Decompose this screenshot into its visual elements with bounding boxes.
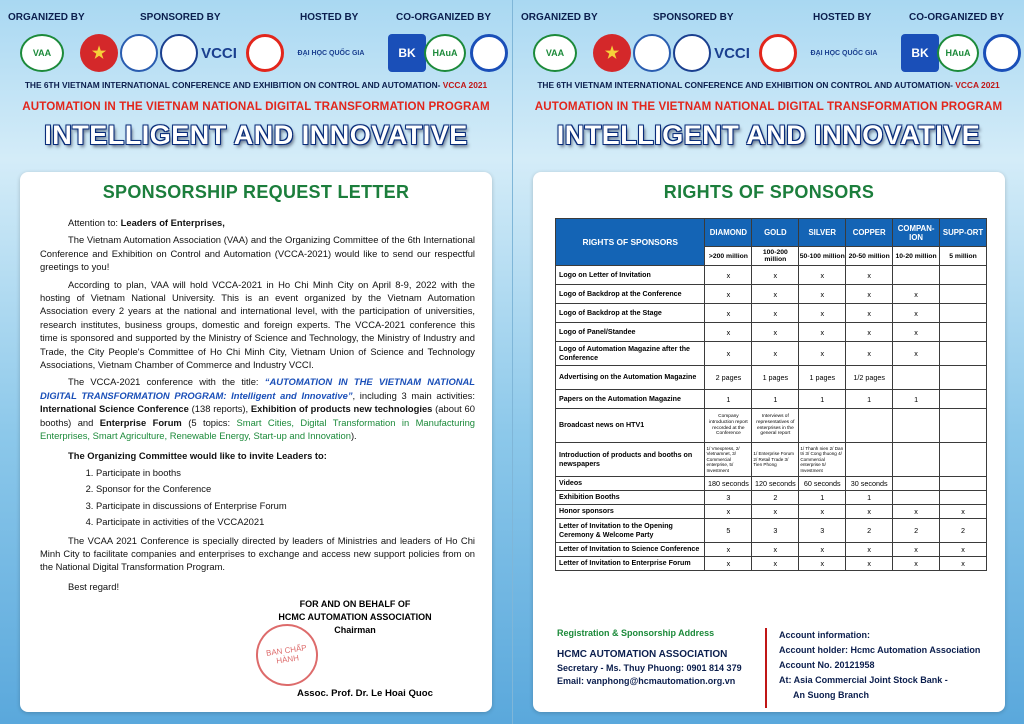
row-label: Broadcast news on HTV1 (556, 409, 705, 443)
rights-title: RIGHTS OF SPONSORS (663, 182, 875, 202)
table-cell (940, 491, 987, 505)
table-row (556, 409, 987, 443)
tier-diamond: DIAMOND (705, 219, 752, 247)
industry-ministry-logo (673, 34, 711, 72)
table-cell: x (846, 557, 893, 571)
account-block (765, 628, 995, 703)
table-cell: x (940, 543, 987, 557)
table-row (556, 505, 987, 519)
table-cell: x (705, 342, 752, 366)
hosted-by-label: HOSTED BY (300, 12, 359, 23)
ministry-emblem-logo: ★ (593, 34, 631, 72)
table-cell: 1 (846, 390, 893, 409)
slogan-title: INTELLIGENT AND INNOVATIVE (556, 120, 981, 150)
table-cell (893, 366, 940, 390)
tier-amount: 50-100 million (799, 247, 846, 266)
table-cell: 2 (846, 519, 893, 543)
table-cell: x (705, 557, 752, 571)
table-cell: x (846, 505, 893, 519)
table-row (556, 557, 987, 571)
table-cell (940, 366, 987, 390)
table-cell: x (752, 342, 799, 366)
table-cell: 120 seconds (752, 477, 799, 491)
table-row (556, 443, 987, 477)
rights-card (533, 172, 1005, 712)
hauA-logo: HAuA (424, 34, 466, 72)
list-item: 2. Sponsor for the Conference (96, 482, 475, 495)
table-cell (940, 304, 987, 323)
organizers-header (0, 12, 512, 72)
sponsored-by-label: SPONSORED BY (653, 12, 734, 23)
row-label: Honor sponsors (556, 505, 705, 519)
list-item: 1. Participate in booths (96, 466, 475, 479)
vnu-logo: ĐẠI HỌC QUỐC GIA (810, 49, 878, 57)
university-logo (983, 34, 1021, 72)
attention-line: Attention to: Leaders of Enterprises, (68, 217, 225, 228)
table-cell (893, 266, 940, 285)
table-cell: 2 (893, 519, 940, 543)
table-cell (940, 323, 987, 342)
table-row (556, 342, 987, 366)
hauA-logo: HAuA (937, 34, 979, 72)
account-number: Account No. 20121958 (779, 660, 875, 670)
account-divider (765, 628, 767, 708)
table-cell: 2 (752, 491, 799, 505)
vcci-logo: VCCI (201, 44, 237, 62)
table-cell: x (893, 323, 940, 342)
table-row (556, 304, 987, 323)
rights-table (555, 218, 987, 571)
table-cell (940, 266, 987, 285)
tier-amount: 100-200 million (752, 247, 799, 266)
row-label: Logo of Automation Magazine after the Conference (556, 342, 705, 366)
table-cell: x (752, 285, 799, 304)
table-cell: 1 (799, 491, 846, 505)
table-row (556, 323, 987, 342)
table-cell: x (799, 543, 846, 557)
table-cell: 60 seconds (799, 477, 846, 491)
table-cell: x (752, 266, 799, 285)
table-cell (893, 443, 940, 477)
tier-support: SUPP-ORT (940, 219, 987, 247)
table-row (556, 266, 987, 285)
table-cell: x (940, 505, 987, 519)
row-label: Letter of Invitation to the Opening Ceremony & Welcome Party (556, 519, 705, 543)
table-cell: x (893, 557, 940, 571)
slogan-title: INTELLIGENT AND INNOVATIVE (44, 120, 468, 150)
registration-email: Email: vanphong@hcmautomation.org.vn (557, 676, 736, 687)
tier-amount: 10-20 million (893, 247, 940, 266)
table-cell: x (705, 543, 752, 557)
table-cell: 5 (705, 519, 752, 543)
table-cell (940, 285, 987, 304)
table-cell (940, 390, 987, 409)
account-holder: Account holder: Hcmc Automation Association (779, 645, 981, 655)
table-cell: x (893, 342, 940, 366)
table-cell: x (893, 304, 940, 323)
table-cell: Interviews of representatives of enterprises in the general report (752, 409, 799, 443)
registration-org: HCMC AUTOMATION ASSOCIATION (557, 649, 728, 660)
table-cell: x (799, 304, 846, 323)
table-cell (846, 443, 893, 477)
table-cell: 1/ Enterprise Forum 2/ Retail Trade 3/ Tien Phong (752, 443, 799, 477)
table-cell: 2 pages (705, 366, 752, 390)
table-cell: 1/ Thanh nien 2/ Dan tri 3/ Cong thuong 4/ Commercial enterprise 5/ Investment (799, 443, 846, 477)
table-header: RIGHTS OF SPONSORS (556, 219, 705, 266)
table-row (556, 477, 987, 491)
registration-heading: Registration & Sponsorship Address (557, 628, 715, 638)
tier-copper: COPPER (846, 219, 893, 247)
closing-line: Best regard! (68, 580, 120, 592)
paragraph-4: The VCAA 2021 Conference is specially directed by leaders of Ministries and leaders of Ho Chi Minh City to facilitate companies and enterprises to exchange and access new support policies from on the National Digital Transformation Program. (40, 534, 475, 573)
table-cell: x (893, 505, 940, 519)
table-cell: x (752, 557, 799, 571)
registration-secretary: Secretary - Ms. Thuy Phuong: 0901 814 379 (557, 662, 742, 673)
conference-line: THE 6TH VIETNAM INTERNATIONAL CONFERENCE AND EXHIBITION ON CONTROL AND AUTOMATION- VCCA 2021 (537, 80, 1000, 90)
table-cell: 3 (752, 519, 799, 543)
table-cell: x (799, 342, 846, 366)
science-union-logo (246, 34, 284, 72)
table-cell: 3 (799, 519, 846, 543)
organizers-header (513, 12, 1024, 72)
conference-line: THE 6TH VIETNAM INTERNATIONAL CONFERENCE AND EXHIBITION ON CONTROL AND AUTOMATION- VCCA 2021 (24, 80, 488, 90)
table-cell (893, 409, 940, 443)
letter-title: SPONSORSHIP REQUEST LETTER (102, 182, 410, 202)
table-cell: x (752, 304, 799, 323)
table-cell: x (846, 304, 893, 323)
table-cell: x (940, 557, 987, 571)
list-item: 4. Participate in activities of the VCCA2021 (96, 515, 475, 528)
table-row (556, 491, 987, 505)
rights-panel (512, 0, 1024, 724)
row-label: Letter of Invitation to Enterprise Forum (556, 557, 705, 571)
vaa-logo: VAA (20, 34, 64, 72)
table-cell: x (846, 342, 893, 366)
table-cell: x (752, 323, 799, 342)
table-cell (893, 491, 940, 505)
registration-block (557, 628, 762, 689)
table-cell: x (705, 266, 752, 285)
table-cell: x (893, 285, 940, 304)
organized-by-label: ORGANIZED BY (521, 12, 598, 23)
program-title: AUTOMATION IN THE VIETNAM NATIONAL DIGITAL TRANSFORMATION PROGRAM (534, 100, 1003, 113)
signature-block: FOR AND ON BEHALF OF HCMC AUTOMATION ASSOCIATION Chairman (278, 599, 432, 635)
invite-line: The Organizing Committee would like to invite Leaders to: (68, 449, 327, 461)
account-branch: An Suong Branch (793, 690, 869, 700)
table-cell: x (752, 505, 799, 519)
tier-gold: GOLD (752, 219, 799, 247)
table-cell: 1 pages (752, 366, 799, 390)
university-logo (470, 34, 508, 72)
table-cell (940, 342, 987, 366)
hosted-by-label: HOSTED BY (813, 12, 872, 23)
vcci-logo: VCCI (714, 44, 750, 62)
table-cell: 1 (799, 390, 846, 409)
row-label: Logo of Backdrop at the Conference (556, 285, 705, 304)
table-cell: x (799, 557, 846, 571)
table-cell: 30 seconds (846, 477, 893, 491)
account-heading: Account information: (779, 630, 870, 640)
letter-card (20, 172, 492, 712)
table-cell: 1 (893, 390, 940, 409)
ministry-emblem-logo: ★ (80, 34, 118, 72)
rights-table-body (556, 266, 987, 571)
row-label: Advertising on the Automation Magazine (556, 366, 705, 390)
table-row (556, 390, 987, 409)
table-cell (940, 409, 987, 443)
tier-amount: 20-50 million (846, 247, 893, 266)
row-label: Logo of Backdrop at the Stage (556, 304, 705, 323)
table-cell: x (846, 323, 893, 342)
bk-logo: BK (388, 34, 426, 72)
paragraph-1: The Vietnam Automation Association (VAA) and the Organizing Committee of the 6th International Conference and Exhibition on Control and Automation (VCCA-2021) would like to send our respectful greetings to you! (40, 234, 475, 273)
co-organized-by-label: CO-ORGANIZED BY (396, 12, 491, 23)
table-cell (799, 409, 846, 443)
table-cell: x (799, 505, 846, 519)
industry-ministry-logo (160, 34, 198, 72)
table-cell: 1 pages (799, 366, 846, 390)
tier-silver: SILVER (799, 219, 846, 247)
table-cell: 1/2 pages (846, 366, 893, 390)
table-cell: x (846, 543, 893, 557)
table-cell: x (846, 266, 893, 285)
table-cell: x (705, 505, 752, 519)
table-cell: x (705, 323, 752, 342)
row-label: Papers on the Automation Magazine (556, 390, 705, 409)
organized-by-label: ORGANIZED BY (8, 12, 85, 23)
table-row (556, 285, 987, 304)
co-organized-by-label: CO-ORGANIZED BY (909, 12, 1004, 23)
row-label: Introduction of products and booths on newspapers (556, 443, 705, 477)
row-label: Logo on Letter of Invitation (556, 266, 705, 285)
letter-body (40, 216, 475, 597)
tier-amount: >200 million (705, 247, 752, 266)
table-cell: x (893, 543, 940, 557)
sponsored-by-label: SPONSORED BY (140, 12, 221, 23)
row-label: Logo of Panel/Standee (556, 323, 705, 342)
paragraph-2: According to plan, VAA will hold VCCA-2021 in Ho Chi Minh City on April 8-9, 2022 with the hosting of Vietnam National University. This is an event organized by the Vietnam Automation Association every 2 years at the national and international level, with the participation of universities, research institutes, business groups, domestic and foreign experts. The VCCA-2021 conference this time is sponsored and supported by the Ministry of Science and Technology, the Ministry of Industry and Trade, the City People's Committee of Ho Chi Minh City, Vietnam Union of Science and Technology Associations, Vietnam Chamber of Commerce and Industry VCCI. (40, 278, 475, 371)
table-cell (940, 477, 987, 491)
table-cell: 1 (846, 491, 893, 505)
table-cell: 2 (940, 519, 987, 543)
red-seal-stamp: BAN CHẤP HÀNH (252, 620, 322, 690)
table-cell: 1 (752, 390, 799, 409)
table-cell: x (799, 285, 846, 304)
table-row (556, 366, 987, 390)
science-union-logo (759, 34, 797, 72)
vnu-logo: ĐẠI HỌC QUỐC GIA (297, 49, 365, 57)
table-cell: 180 seconds (705, 477, 752, 491)
account-bank: At: Asia Commercial Joint Stock Bank - (779, 675, 948, 685)
table-cell (846, 409, 893, 443)
table-cell: Company introduction report recorded at the Conference (705, 409, 752, 443)
program-title: AUTOMATION IN THE VIETNAM NATIONAL DIGITAL TRANSFORMATION PROGRAM (22, 100, 490, 113)
table-cell: x (846, 285, 893, 304)
invite-list (96, 466, 475, 529)
row-label: Exhibition Booths (556, 491, 705, 505)
table-cell: x (705, 285, 752, 304)
list-item: 3. Participate in discussions of Enterprise Forum (96, 499, 475, 512)
table-cell (940, 443, 987, 477)
tier-amount: 5 million (940, 247, 987, 266)
paragraph-3: The VCCA-2021 conference with the title: “AUTOMATION IN THE VIETNAM NATIONAL DIGITAL TRANSFORMATION PROGRAM: Intelligent and Innovative”, including 3 main activities: International Science Conference (138 reports), Exhibition of products new technologies (about 60 booths) and Enterprise Forum (5 topics: Smart Cities, Digital Transformation in Manufacturing Enterprises, Smart Agriculture, Renewable Energy, Start-up and Innovation). (40, 376, 476, 442)
table-cell: x (705, 304, 752, 323)
table-cell (893, 477, 940, 491)
row-label: Videos (556, 477, 705, 491)
science-ministry-logo (120, 34, 158, 72)
table-cell: 1/ Vnexpress, 2/ Vietnamnet, 3/ Commercial enterprise, 5/ Investment (705, 443, 752, 477)
signer-name: Assoc. Prof. Dr. Le Hoai Quoc (297, 688, 433, 699)
table-cell: x (799, 323, 846, 342)
table-cell: 3 (705, 491, 752, 505)
table-cell: x (799, 266, 846, 285)
table-row (556, 519, 987, 543)
science-ministry-logo (633, 34, 671, 72)
bk-logo: BK (901, 34, 939, 72)
table-cell: x (752, 543, 799, 557)
table-row (556, 543, 987, 557)
table-cell: 1 (705, 390, 752, 409)
tier-companion: COMPAN-ION (893, 219, 940, 247)
vaa-logo: VAA (533, 34, 577, 72)
row-label: Letter of Invitation to Science Conference (556, 543, 705, 557)
